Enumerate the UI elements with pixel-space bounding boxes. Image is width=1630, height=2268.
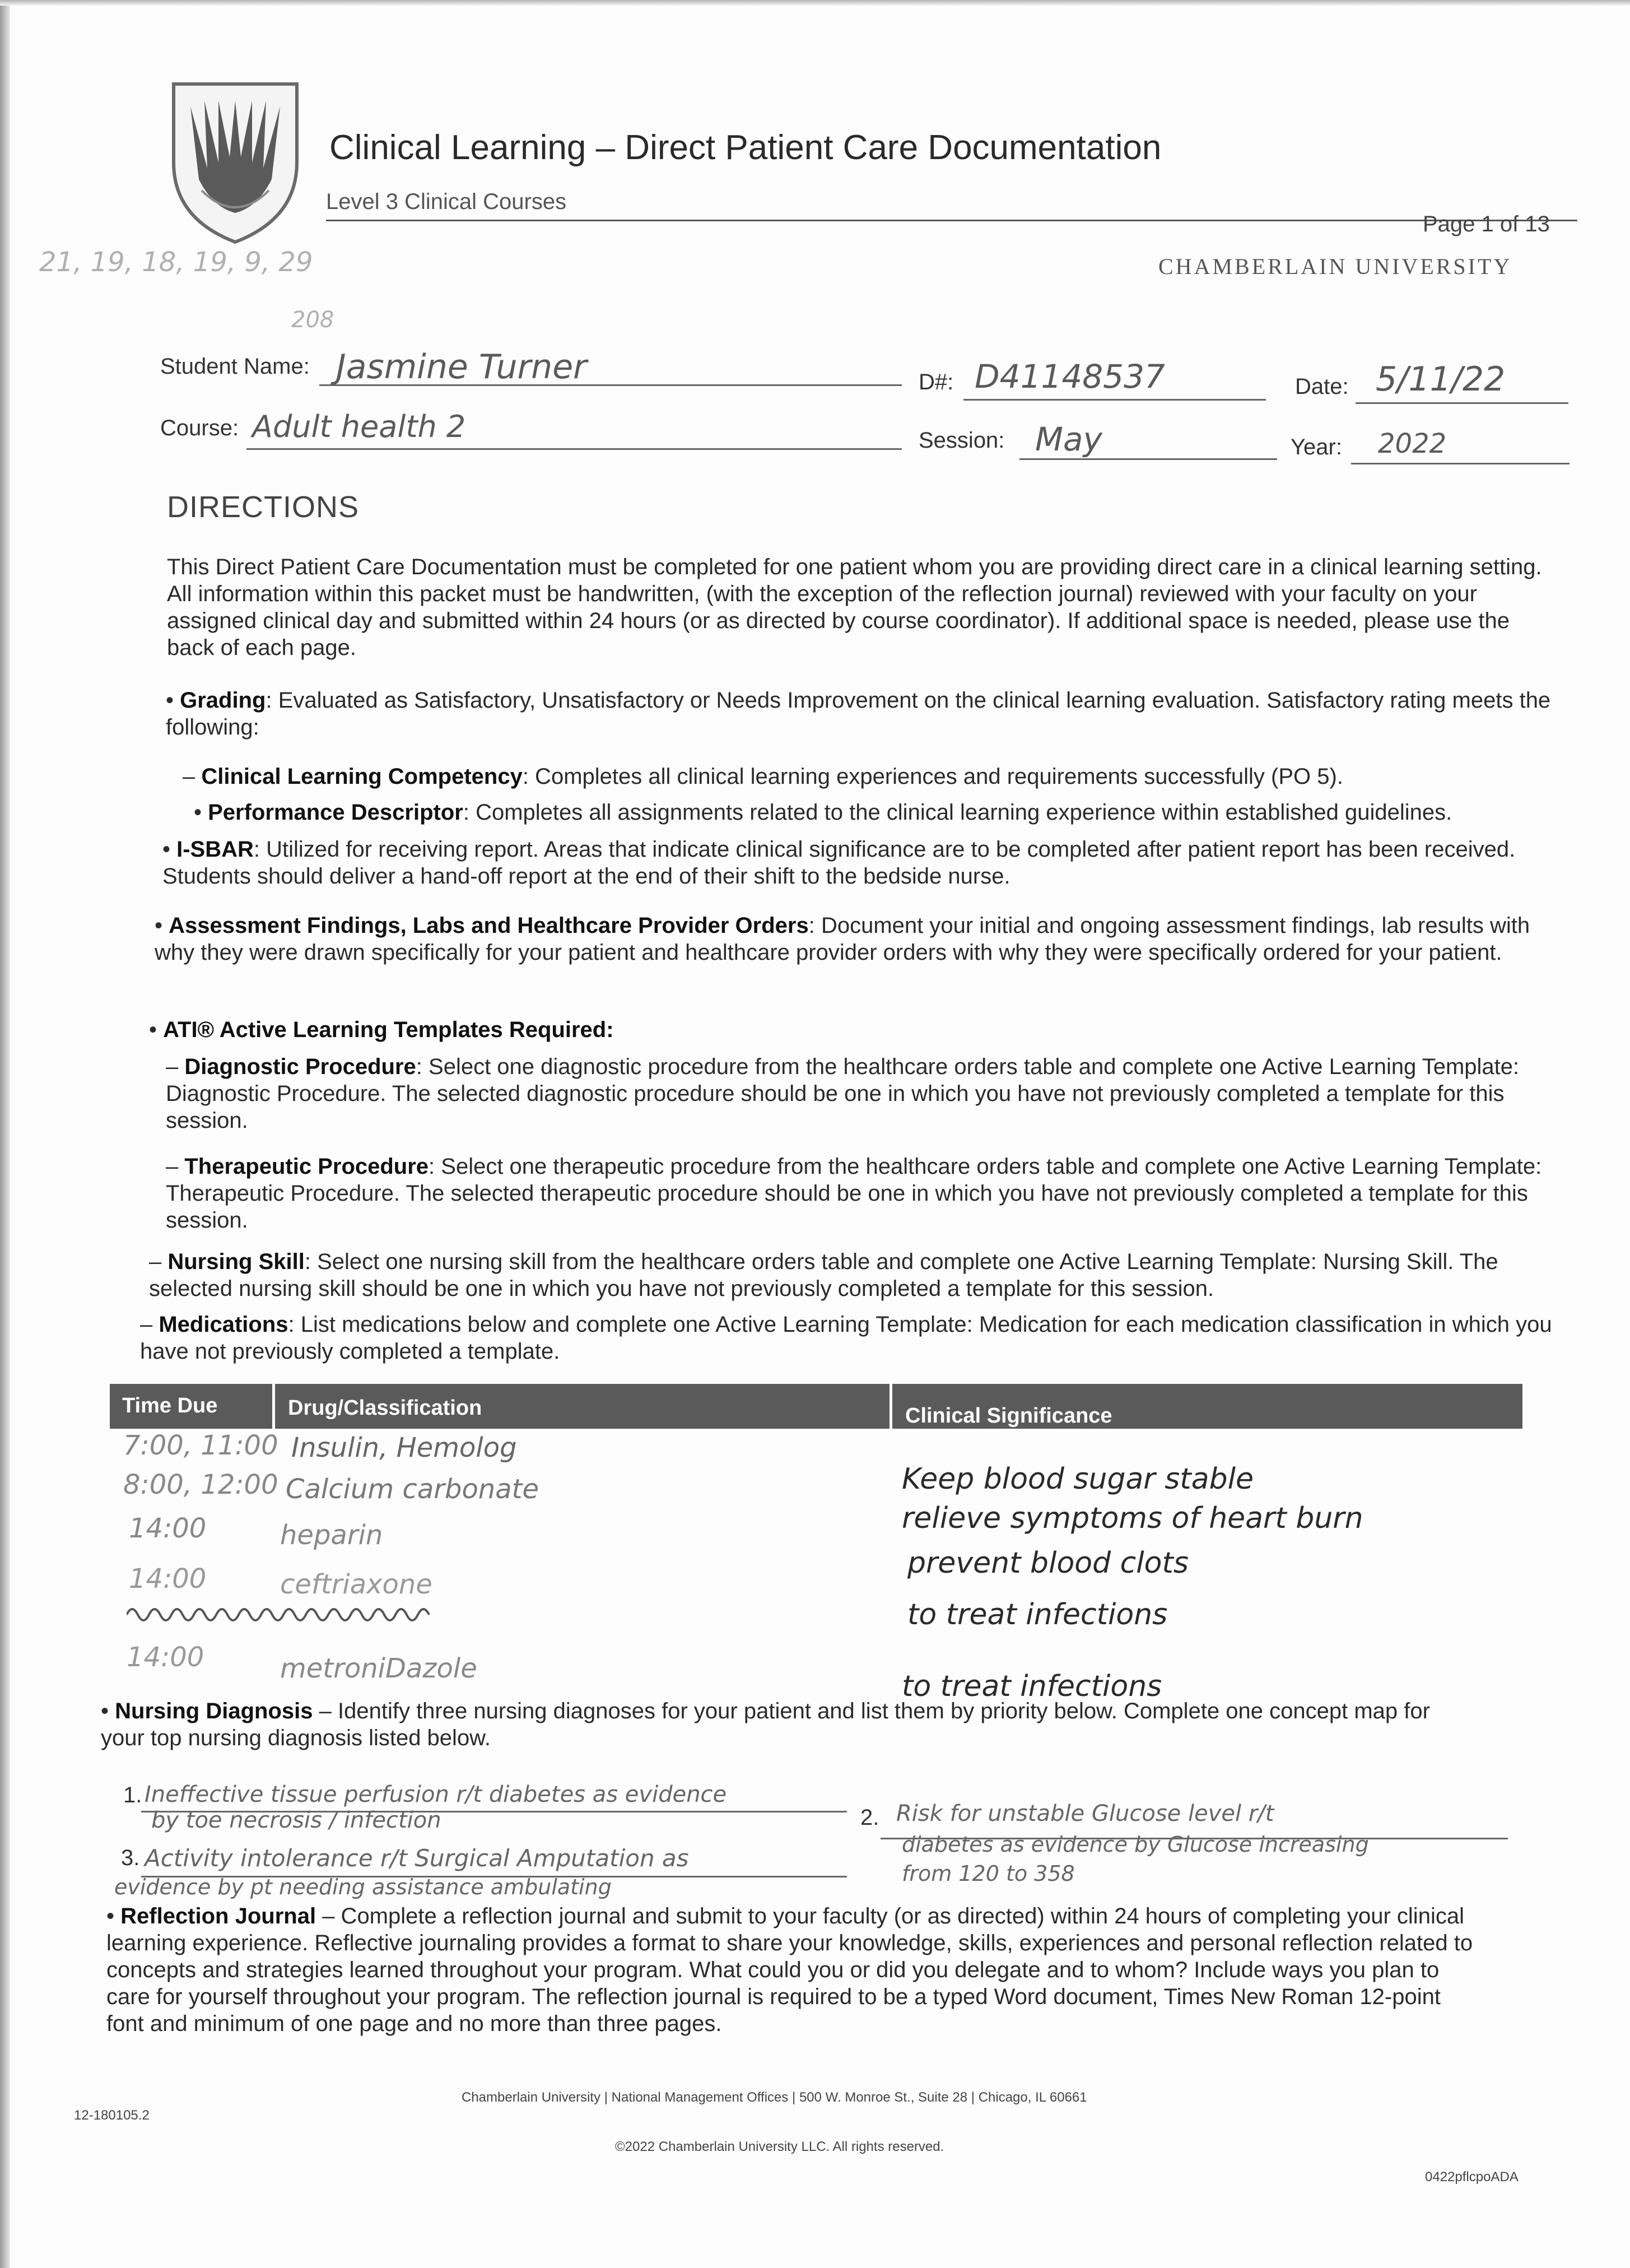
nursing-diagnosis-label: Nursing Diagnosis bbox=[115, 1699, 313, 1723]
nursing-diagnosis-text: – Identify three nursing diagnoses for your patient and list them by priority below. Complete one concept map for your top nursing diagnosis listed below. bbox=[101, 1699, 1430, 1750]
diagnosis-number: 3. bbox=[121, 1846, 140, 1870]
isbar-label: I-SBAR bbox=[176, 837, 254, 862]
ati-label: ATI® Active Learning Templates Required: bbox=[163, 1017, 614, 1042]
med-drug: Insulin, Hemolog bbox=[291, 1432, 517, 1463]
date-value[interactable]: 5/11/22 bbox=[1376, 360, 1506, 399]
therapeutic-text: : Select one therapeutic procedure from the healthcare orders table and complete one Active Learning Template: Therapeutic Procedure. The selected therapeutic procedure should be one in which you have not previously completed a template for this session. bbox=[166, 1154, 1542, 1233]
session-label: Session: bbox=[919, 428, 1005, 453]
header-separator bbox=[889, 1384, 892, 1429]
skill-text: : Select one nursing skill from the healthcare orders table and complete one Active Learning Template: Nursing Skill. The selected nursing skill should be one in which you have not previously completed a template for this session. bbox=[149, 1249, 1498, 1301]
diagnosis-3-text-continued[interactable]: evidence by pt needing assistance ambulating bbox=[114, 1875, 612, 1899]
page-number: Page 1 of 13 bbox=[1423, 212, 1550, 236]
id-line bbox=[963, 399, 1266, 401]
diagnosis-3-text[interactable]: Activity intolerance r/t Surgical Amputation as bbox=[145, 1844, 689, 1872]
competency-text: : Completes all clinical learning experiences and requirements successfully (PO 5). bbox=[522, 764, 1343, 789]
skill-label: Nursing Skill bbox=[167, 1249, 305, 1274]
diagnostic-bullet: – Diagnostic Procedure: Select one diagnostic procedure from the healthcare orders table and complete one Active Learning Template: Diagnostic Procedure. The selected diagnostic procedure should be one in which you have not previously completed a template for this session. bbox=[166, 1054, 1520, 1133]
year-value[interactable]: 2022 bbox=[1378, 428, 1447, 459]
header-drug-classification: Drug/Classification bbox=[288, 1396, 482, 1420]
med-drug: metroniDazole bbox=[280, 1653, 477, 1684]
crossed-out-entry bbox=[127, 1598, 440, 1632]
student-name-value[interactable]: Jasmine Turner bbox=[336, 347, 587, 387]
margin-scribble-total: 208 bbox=[291, 307, 334, 333]
university-name: CHAMBERLAIN UNIVERSITY bbox=[1158, 254, 1512, 279]
document-subtitle: Level 3 Clinical Courses bbox=[326, 189, 567, 214]
ati-bullet: • ATI® Active Learning Templates Required: bbox=[149, 1017, 614, 1042]
assessment-bullet: • Assessment Findings, Labs and Healthcare Provider Orders: Document your initial and ongoing assessment findings, lab results with why they were drawn specifically for your patient and healthcare provider orders with why they were specifically ordered for your patient. bbox=[155, 913, 1530, 965]
med-significance: Keep blood sugar stable bbox=[902, 1462, 1254, 1496]
med-time: 14:00 bbox=[129, 1513, 207, 1544]
medication-table-header bbox=[110, 1384, 1522, 1429]
nursing-diagnosis-bullet: • Nursing Diagnosis – Identify three nursing diagnoses for your patient and list them by priority below. Complete one concept map for your top nursing diagnosis listed below. bbox=[101, 1699, 1430, 1750]
med-time: 8:00, 12:00 bbox=[123, 1469, 278, 1500]
document-title: Clinical Learning – Direct Patient Care Documentation bbox=[329, 128, 1162, 167]
med-time: 7:00, 11:00 bbox=[123, 1430, 278, 1461]
diagnosis-1-text[interactable]: Ineffective tissue perfusion r/t diabetes as evidence bbox=[145, 1782, 727, 1807]
therapeutic-label: Therapeutic Procedure bbox=[184, 1154, 429, 1179]
med-significance: relieve symptoms of heart burn bbox=[902, 1502, 1363, 1535]
id-label: D#: bbox=[919, 370, 954, 394]
grading-text: : Evaluated as Satisfactory, Unsatisfactory or Needs Improvement on the clinical learning evaluation. Satisfactory rating meets the following: bbox=[166, 688, 1551, 740]
student-name-label: Student Name: bbox=[160, 354, 310, 379]
diagnosis-number: 1. bbox=[123, 1783, 142, 1807]
reflection-bullet: • Reflection Journal – Complete a reflection journal and submit to your faculty (or as directed) within 24 hours of completing your clinical learning experience. Reflective journaling provides a format to share your knowledge, skills, experiences and personal reflection related to concepts and strategies learned throughout your program. What could you or did you delegate and to whom? Include ways you plan to care for yourself throughout your program. The reflection journal is required to be a typed Word document, Times New Roman 12-point font and minimum of one page and no more than three pages. bbox=[106, 1904, 1473, 2036]
med-time: 14:00 bbox=[129, 1563, 207, 1595]
diagnosis-1-text-continued[interactable]: by toe necrosis / infection bbox=[151, 1807, 441, 1833]
year-label: Year: bbox=[1291, 435, 1342, 459]
header-time-due: Time Due bbox=[122, 1394, 218, 1418]
diagnosis-number: 2. bbox=[860, 1805, 879, 1830]
id-value[interactable]: D41148537 bbox=[975, 357, 1165, 396]
date-label: Date: bbox=[1295, 374, 1349, 399]
med-significance: to treat infections bbox=[902, 1670, 1162, 1703]
assessment-text: : Document your initial and ongoing assessment findings, lab results with why they were drawn specifically for your patient and healthcare provider orders with why they were specifically ordered for your patient. bbox=[155, 913, 1530, 965]
performance-label: Performance Descriptor bbox=[208, 800, 463, 825]
footer-copyright: ©2022 Chamberlain University LLC. All rights reserved. bbox=[615, 2139, 944, 2154]
grading-bullet: • Grading: Evaluated as Satisfactory, Unsatisfactory or Needs Improvement on the clinical learning evaluation. Satisfactory rating meets the following: bbox=[166, 688, 1551, 740]
competency-bullet: – Clinical Learning Competency: Completes all clinical learning experiences and requirements successfully (PO 5). bbox=[183, 764, 1343, 789]
directions-intro: This Direct Patient Care Documentation must be completed for one patient whom you are providing direct care in a clinical learning setting. All information within this packet must be handwritten, (with the exception of the reflection journal) reviewed with your faculty on your assigned clinical day and submitted within 24 hours (or as directed by course coordinator). If additional space is needed, please use the back of each page. bbox=[167, 555, 1542, 660]
med-significance: to treat infections bbox=[907, 1598, 1168, 1632]
margin-scribble-numbers: 21, 19, 18, 19, 9, 29 bbox=[39, 247, 313, 278]
scan-edge-top bbox=[0, 0, 1630, 6]
title-divider bbox=[326, 220, 1577, 221]
course-label: Course: bbox=[160, 416, 239, 440]
document-code: 0422pflcpoADA bbox=[1425, 2169, 1519, 2185]
diagnosis-2-text-continued[interactable]: from 120 to 358 bbox=[902, 1861, 1075, 1886]
year-line bbox=[1351, 463, 1570, 464]
header-separator bbox=[272, 1384, 275, 1429]
grading-label: Grading bbox=[180, 688, 266, 713]
diagnostic-text: : Select one diagnostic procedure from the healthcare orders table and complete one Active Learning Template: Diagnostic Procedure. The selected diagnostic procedure should be one in which you have not previously completed a template for this session. bbox=[166, 1054, 1520, 1133]
reflection-text: – Complete a reflection journal and submit to your faculty (or as directed) within 24 hours of completing your clinical learning experience. Reflective journaling provides a format to share your knowledge, skills, experiences and personal reflection related to concepts and strategies learned throughout your program. What could you or did you delegate and to whom? Include ways you plan to care for yourself throughout your program. The reflection journal is required to be a typed Word document, Times New Roman 12-point font and minimum of one page and no more than three pages. bbox=[106, 1904, 1473, 2036]
therapeutic-bullet: – Therapeutic Procedure: Select one therapeutic procedure from the healthcare orders table and complete one Active Learning Template: Therapeutic Procedure. The selected therapeutic procedure should be one in which you have not previously completed a template for this session. bbox=[166, 1154, 1542, 1233]
medications-text: : List medications below and complete one Active Learning Template: Medication for each medication classification in which you have not previously completed a template. bbox=[140, 1312, 1552, 1364]
directions-heading: DIRECTIONS bbox=[167, 490, 360, 524]
footer-address: Chamberlain University | National Management Offices | 500 W. Monroe St., Suite 28 | Chicago, IL 60661 bbox=[462, 2090, 1087, 2105]
diagnosis-2-text[interactable]: Risk for unstable Glucose level r/t bbox=[896, 1801, 1274, 1827]
med-drug: ceftriaxone bbox=[280, 1569, 432, 1600]
isbar-text: : Utilized for receiving report. Areas that indicate clinical significance are to be completed after patient report has been received. Students should deliver a hand-off report at the end of their shift to the bedside nurse. bbox=[162, 837, 1516, 889]
competency-label: Clinical Learning Competency bbox=[201, 764, 523, 789]
course-line bbox=[246, 448, 902, 450]
diagnostic-label: Diagnostic Procedure bbox=[184, 1054, 416, 1079]
header-clinical-significance: Clinical Significance bbox=[905, 1404, 1112, 1428]
scan-edge-left bbox=[0, 0, 10, 2268]
reflection-label: Reflection Journal bbox=[120, 1904, 316, 1928]
skill-bullet: – Nursing Skill: Select one nursing skill from the healthcare orders table and complete one Active Learning Template: Nursing Skill. The selected nursing skill should be one in which you have not previously completed a template for this session. bbox=[149, 1249, 1498, 1301]
med-significance: prevent blood clots bbox=[907, 1546, 1189, 1580]
med-time: 14:00 bbox=[127, 1642, 204, 1673]
med-drug: Calcium carbonate bbox=[286, 1474, 539, 1505]
assessment-label: Assessment Findings, Labs and Healthcare Provider Orders bbox=[169, 913, 809, 938]
medications-bullet: – Medications: List medications below and complete one Active Learning Template: Medication for each medication classification in which you have not previously completed a template. bbox=[140, 1312, 1552, 1364]
course-value[interactable]: Adult health 2 bbox=[252, 409, 466, 444]
isbar-bullet: • I-SBAR: Utilized for receiving report. Areas that indicate clinical significance are to be completed after patient report has been received. Students should deliver a hand-off report at the end of their shift to the bedside nurse. bbox=[162, 837, 1516, 889]
performance-text: : Completes all assignments related to the clinical learning experience within established guidelines. bbox=[463, 800, 1452, 825]
form-code: 12-180105.2 bbox=[74, 2108, 150, 2123]
chamberlain-shield-logo bbox=[168, 78, 302, 247]
date-line bbox=[1356, 402, 1568, 404]
medications-label: Medications bbox=[159, 1312, 288, 1337]
diagnosis-2-text-continued[interactable]: diabetes as evidence by Glucose increasing bbox=[902, 1832, 1369, 1857]
performance-bullet: • Performance Descriptor: Completes all assignments related to the clinical learning experience within established guidelines. bbox=[194, 800, 1452, 825]
med-drug: heparin bbox=[280, 1519, 383, 1551]
session-value[interactable]: May bbox=[1035, 420, 1102, 458]
session-line bbox=[1019, 458, 1277, 460]
